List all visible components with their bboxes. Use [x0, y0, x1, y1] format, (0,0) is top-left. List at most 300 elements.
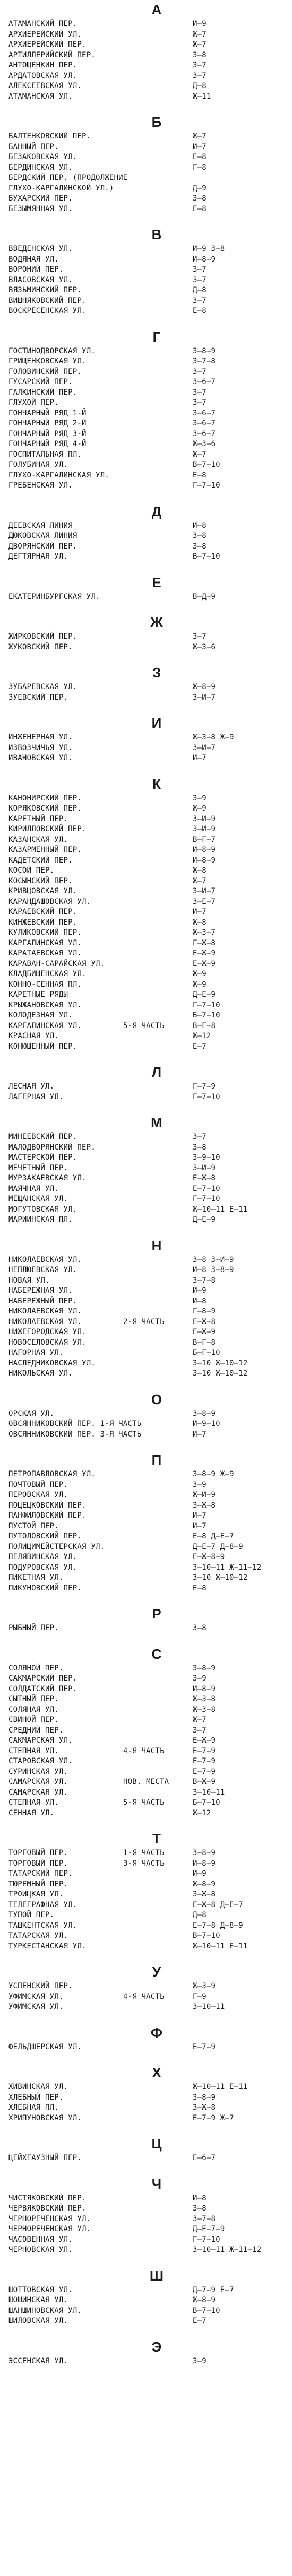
grid-reference: 3—10—11 Ж—11—12	[193, 1563, 262, 1572]
letter-section	[0, 2063, 292, 2131]
street-entry	[0, 471, 292, 481]
street-entry	[0, 1726, 292, 1736]
street-name: САКМАРСКАЯ УЛ.	[8, 1736, 73, 1745]
street-entry	[0, 948, 292, 959]
street-entry	[0, 531, 292, 542]
street-name: КАДЕТСКИЙ ПЕР.	[8, 856, 73, 865]
street-name: КАЗАНСКАЯ УЛ.	[8, 835, 68, 844]
street-entry	[0, 1490, 292, 1501]
street-entry	[0, 142, 292, 153]
street-entry	[0, 1756, 292, 1767]
section-letter: С	[151, 1646, 162, 1662]
street-name: НИЖЕГОРОДСКАЯ УЛ.	[8, 1328, 87, 1336]
grid-reference: Ж—8	[193, 866, 207, 875]
street-name: СУРИНСКАЯ УЛ.	[8, 1767, 68, 1776]
street-entry	[0, 439, 292, 450]
street-entry	[0, 1307, 292, 1317]
street-entry	[0, 346, 292, 357]
street-name: КОСЫНСКИЙ ПЕР.	[8, 876, 73, 885]
street-name: УФИМСКАЯ УЛ.	[8, 1992, 64, 2001]
letter-section	[0, 2174, 292, 2263]
street-name: КРЫЖАНОВСКАЯ УЛ.	[8, 1000, 82, 1009]
grid-reference: 3—10 Ж—10—12	[193, 1573, 248, 1582]
grid-reference: Д—Е—7 Д—8—9	[193, 1542, 243, 1551]
grid-reference: Г—7—9	[193, 1082, 216, 1091]
street-entry	[0, 1879, 292, 1890]
grid-reference: 3—6—7	[193, 408, 216, 417]
street-name: ПЕЛЯВИНСКАЯ УЛ.	[8, 1553, 78, 1561]
grid-reference: Е—7—9	[193, 2042, 216, 2051]
street-entry	[0, 1684, 292, 1695]
street-entry	[0, 2316, 292, 2327]
grid-reference: 3—7	[193, 275, 207, 284]
street-entry	[0, 1132, 292, 1143]
street-name: ЖИРКОВСКИЙ ПЕР.	[8, 632, 78, 641]
grid-reference: 3—Ж—8	[193, 1890, 216, 1899]
street-name: ПЕРОВСКАЯ УЛ.	[8, 1491, 68, 1499]
street-name: КАРАЕВСКИЙ ПЕР.	[8, 908, 78, 916]
street-entry	[0, 1000, 292, 1011]
section-spacer	[0, 1634, 292, 1641]
street-name: НОВОСЕЛОВСКАЯ УЛ.	[8, 1338, 87, 1347]
grid-reference: 3—8	[193, 194, 207, 203]
street-entry	[0, 1777, 292, 1788]
street-entry	[0, 2113, 292, 2124]
street-name: ГОНЧАРНЫЙ РЯД 4-Й	[8, 440, 87, 448]
street-name: ПИКУНОВСКИЙ ПЕР.	[8, 1583, 82, 1592]
street-name: НАГОРНАЯ УЛ.	[8, 1348, 64, 1357]
street-entry	[0, 388, 292, 398]
street-entry	[0, 2042, 292, 2053]
grid-reference: Ж—12	[193, 1808, 211, 1817]
letter-section	[0, 573, 292, 610]
street-name: НОВАЯ УЛ.	[8, 1276, 50, 1285]
street-entry	[0, 552, 292, 562]
street-name: ГЛУХО-КАРГАЛИНСКАЯ УЛ.	[8, 471, 109, 480]
grid-reference: Д—Е—9	[193, 1215, 216, 1224]
grid-reference: 3—8	[193, 532, 207, 540]
street-entry	[0, 367, 292, 378]
grid-reference: Д—9	[193, 184, 207, 193]
grid-reference: И—8	[193, 2194, 207, 2203]
street-name: АТАМАНСКАЯ УЛ.	[8, 92, 73, 101]
street-name: ГОЛУБИНАЯ УЛ.	[8, 460, 68, 469]
street-name: БУХАРСКИЙ ПЕР.	[8, 194, 73, 203]
street-name: ГРИЩЕНКОВСКАЯ УЛ.	[8, 357, 87, 365]
section-letter: З	[152, 665, 161, 681]
street-name: ГРЕБЕНСКАЯ УЛ.	[8, 481, 73, 490]
section-letter: В	[151, 227, 162, 242]
grid-reference: 3—7	[193, 1726, 207, 1735]
street-name: ЧЕРНОРЕЧЕНСКАЯ УЛ.	[8, 2225, 91, 2233]
street-name: УСПЕНСКИЙ ПЕР.	[8, 1982, 73, 1990]
street-entry	[0, 1153, 292, 1163]
letter-section	[0, 2337, 292, 2374]
street-name: АРХИЕРЕЙСКИЙ УЛ.	[8, 30, 82, 39]
grid-reference: Б—7—10	[193, 1798, 220, 1807]
grid-reference: Ж—7	[193, 30, 207, 39]
street-entry	[0, 1348, 292, 1359]
section-spacer	[0, 2013, 292, 2020]
street-name: МАРИИНСКАЯ ПЛ.	[8, 1215, 73, 1224]
street-entry	[0, 2356, 292, 2367]
street-name: ЦЕЙХГАУЗНЫЙ ПЕР.	[8, 2154, 82, 2162]
street-entry	[0, 753, 292, 764]
street-entry	[0, 255, 292, 265]
street-name: ТУПОЙ ПЕР.	[8, 1911, 55, 1919]
street-name: ЛЕСНАЯ УЛ.	[8, 1082, 55, 1091]
grid-reference: Е—7	[193, 1042, 207, 1051]
street-name: ТАШКЕНТСКАЯ УЛ.	[8, 1921, 78, 1930]
grid-reference: В—7—10	[193, 2306, 220, 2315]
street-name: КЛАДБИЩЕНСКАЯ УЛ.	[8, 970, 87, 978]
grid-reference: Б—Г—10	[193, 1348, 220, 1357]
grid-reference: Е—7—9	[193, 1767, 216, 1776]
section-spacer	[0, 1102, 292, 1110]
street-entry	[0, 1021, 292, 1032]
street-entry	[0, 398, 292, 408]
grid-reference: И—7	[193, 908, 207, 916]
grid-reference: И—8—9	[193, 856, 216, 865]
street-entry	[0, 980, 292, 990]
street-name: ПЕТРОПАВЛОВСКАЯ УЛ.	[8, 1470, 96, 1478]
grid-reference: Е—Ж—9	[193, 1736, 216, 1745]
street-name: СВИНОЙ ПЕР.	[8, 1716, 59, 1724]
grid-reference: И—9—10	[193, 1420, 220, 1428]
street-entry	[0, 1480, 292, 1491]
street-name: САМАРСКАЯ УЛ.	[8, 1788, 68, 1797]
street-entry	[0, 1746, 292, 1757]
street-name: МУРЗАКАЕВСКАЯ УЛ.	[8, 1174, 87, 1182]
street-entry	[0, 969, 292, 980]
grid-reference: 3—7	[193, 632, 207, 641]
street-entry	[0, 1031, 292, 1042]
section-letter: Ц	[151, 2136, 162, 2152]
street-entry	[0, 1359, 292, 1369]
grid-reference: Ж—3—6	[193, 440, 216, 448]
grid-reference: Г—Ж—8	[193, 938, 216, 947]
grid-reference: Д—8	[193, 82, 207, 90]
grid-reference: 3—7—8	[193, 357, 216, 365]
grid-reference: Е—Ж—9	[193, 949, 216, 958]
street-entry	[0, 743, 292, 754]
street-name: ПОЦЕЦКОВСКИЙ ПЕР.	[8, 1501, 87, 1510]
street-name: КОЛОДЕЗНАЯ УЛ.	[8, 1011, 73, 1020]
section-spacer	[0, 1379, 292, 1387]
street-entry	[0, 2103, 292, 2113]
grid-reference: Ж—3—7	[193, 928, 216, 937]
grid-reference: Ж—3—9	[193, 1982, 216, 1990]
street-entry	[0, 1255, 292, 1266]
street-name: ХИВИНСКАЯ УЛ.	[8, 2083, 68, 2091]
street-entry	[0, 204, 292, 215]
street-name: БАЛТЕНКОВСКИЙ ПЕР.	[8, 132, 91, 141]
grid-reference: 3—Ж—8	[193, 2103, 216, 2112]
section-spacer	[0, 2256, 292, 2263]
letter-section	[0, 112, 292, 222]
grid-reference: Ж—11	[193, 92, 211, 101]
street-name: ИВАНОВСКАЯ УЛ.	[8, 754, 73, 762]
letter-section	[0, 225, 292, 324]
section-letter: Н	[151, 1237, 162, 1254]
street-name: МАЛОДВОРЯНСКИЙ ПЕР.	[8, 1143, 96, 1152]
grid-reference: В—7—10	[193, 460, 220, 469]
grid-reference: И—7	[193, 1521, 207, 1530]
street-name: ХРИПУНОВСКАЯ УЛ.	[8, 2113, 82, 2122]
section-letter: П	[151, 1452, 162, 1468]
street-entry	[0, 1143, 292, 1153]
street-entry	[0, 1163, 292, 1174]
street-entry	[0, 1011, 292, 1021]
street-entry	[0, 794, 292, 804]
street-entry	[0, 1859, 292, 1869]
street-entry	[0, 275, 292, 286]
city-part-note: НОВ. МЕСТА	[123, 1778, 169, 1786]
street-entry	[0, 2235, 292, 2246]
section-spacer	[0, 2327, 292, 2334]
street-entry	[0, 1419, 292, 1430]
street-name: КИРИЛЛОВСКИЙ ПЕР.	[8, 825, 87, 833]
street-name: ПОЛИЦИМЕЙСТЕРСКАЯ УЛ.	[8, 1542, 105, 1551]
city-part-note: 3-Я ЧАСТЬ	[123, 1859, 165, 1868]
street-name: ЧЕРНОВСКАЯ УЛ.	[8, 2246, 73, 2254]
grid-reference: Г—7—10	[193, 2235, 220, 2244]
street-name: ЕКАТЕРИНБУРГСКАЯ УЛ.	[8, 592, 100, 601]
street-entry	[0, 296, 292, 307]
grid-reference: И—7	[193, 1511, 207, 1520]
section-spacer	[0, 1952, 292, 1959]
grid-reference: И—8	[193, 1296, 207, 1306]
street-name: ЗУЕВСКИЙ ПЕР.	[8, 693, 68, 702]
grid-reference: Е—7—10	[193, 1184, 220, 1193]
street-entry	[0, 907, 292, 918]
city-part-note: 5-Я ЧАСТЬ	[123, 1798, 165, 1807]
grid-reference: Ж—10—11 Е—11	[193, 1205, 248, 1214]
street-name: ПУТОЛОВСКИЙ ПЕР.	[8, 1532, 82, 1541]
street-entry	[0, 184, 292, 194]
street-name: НЕПЛЮЕВСКАЯ УЛ.	[8, 1266, 78, 1274]
street-entry	[0, 542, 292, 552]
grid-reference: И—8—9	[193, 255, 216, 264]
street-name: ОВСЯННИКОВСКИЙ ПЕР. 3-Я ЧАСТЬ	[8, 1430, 142, 1439]
street-entry	[0, 450, 292, 460]
grid-reference: И—8 3—8—9	[193, 1266, 234, 1274]
grid-reference: И—8—9	[193, 846, 216, 854]
street-entry	[0, 2204, 292, 2214]
letter-section	[0, 1644, 292, 1826]
street-name: ШОШИНСКАЯ УЛ.	[8, 2296, 68, 2304]
street-entry	[0, 959, 292, 970]
street-name: КАРАНДАШОВСКАЯ УЛ.	[8, 897, 91, 906]
street-name: ПУСТОЙ ПЕР.	[8, 1521, 59, 1530]
street-name: КРИВЦОВСКАЯ УЛ.	[8, 887, 78, 895]
grid-reference: Д—Е—7—9	[193, 2225, 225, 2233]
grid-reference: Ж—7	[193, 132, 207, 141]
street-entry	[0, 132, 292, 142]
street-name: ПАНФИЛОВСКИЙ ПЕР.	[8, 1511, 87, 1520]
street-name: АТАМАНСКИЙ ПЕР.	[8, 20, 78, 28]
street-name: БАННЫЙ ПЕР.	[8, 142, 59, 151]
section-letter: К	[152, 776, 161, 792]
section-spacer	[0, 1440, 292, 1447]
street-entry	[0, 876, 292, 887]
section-spacer	[0, 764, 292, 771]
street-name: ПОЧТОВЫЙ ПЕР.	[8, 1480, 68, 1489]
grid-reference: Ж—9	[193, 970, 207, 978]
section-spacer	[0, 491, 292, 499]
street-entry	[0, 1521, 292, 1532]
street-entry	[0, 1042, 292, 1052]
section-letter: Т	[152, 1831, 161, 1847]
street-name: ЗУБАРЕВСКАЯ УЛ.	[8, 683, 78, 691]
grid-reference: 3—9	[193, 1674, 207, 1683]
street-entry	[0, 2224, 292, 2235]
grid-reference: 3—7	[193, 367, 207, 376]
grid-reference: 3—8—9	[193, 1664, 216, 1673]
street-name: ХЛЕБНАЯ ПЛ.	[8, 2103, 59, 2112]
grid-reference: 3—7	[193, 388, 207, 397]
street-name: ДЕГТЯРНАЯ УЛ.	[8, 552, 68, 561]
street-name: ДВОРЯНСКИЙ ПЕР.	[8, 542, 78, 551]
grid-reference: 3—7	[193, 398, 207, 407]
street-entry	[0, 356, 292, 367]
street-entry	[0, 2295, 292, 2306]
letter-section	[0, 2134, 292, 2171]
grid-reference: Г—7—10	[193, 481, 220, 490]
street-name: УФИМСКАЯ УЛ.	[8, 2003, 64, 2011]
street-entry	[0, 1430, 292, 1440]
grid-reference: И—7	[193, 1430, 207, 1439]
street-entry	[0, 928, 292, 938]
grid-reference: Г—9	[193, 1992, 207, 2001]
street-name: КОСОЙ ПЕР.	[8, 866, 55, 875]
street-name: ГАЛКИНСКИЙ ПЕР.	[8, 388, 78, 397]
street-entry	[0, 1542, 292, 1553]
street-entry	[0, 1705, 292, 1716]
letter-section	[0, 1236, 292, 1387]
grid-reference: Е—8	[193, 204, 207, 213]
grid-reference: Е—8	[193, 153, 207, 161]
grid-reference: Е—7—9	[193, 1757, 216, 1765]
street-entry	[0, 81, 292, 92]
grid-reference: Е—Ж—9	[193, 1328, 216, 1336]
grid-reference: Ж—7	[193, 40, 207, 49]
street-entry	[0, 1531, 292, 1542]
street-entry	[0, 1082, 292, 1092]
grid-reference: В—7—10	[193, 1931, 220, 1940]
city-part-note: 5-Я ЧАСТЬ	[123, 1021, 165, 1030]
street-entry	[0, 1921, 292, 1931]
street-name: НАСЛЕДНИКОВСКАЯ УЛ.	[8, 1359, 96, 1368]
letter-section	[0, 1450, 292, 1601]
street-entry	[0, 2082, 292, 2093]
city-part-note: 4-Я ЧАСТЬ	[123, 1746, 165, 1755]
street-entry	[0, 1511, 292, 1521]
section-spacer	[0, 703, 292, 710]
street-entry	[0, 408, 292, 419]
street-name: ГОСТИНОДВОРСКАЯ УЛ.	[8, 346, 96, 355]
street-name: МЕЩАНСКАЯ УЛ.	[8, 1195, 68, 1203]
grid-reference: Е—8	[193, 1583, 207, 1592]
grid-reference: 3—7	[193, 265, 207, 274]
grid-reference: 3—8—9	[193, 2093, 216, 2102]
street-entry	[0, 824, 292, 835]
street-name: КАЗАРМЕННЫЙ ПЕР.	[8, 846, 82, 854]
street-entry	[0, 30, 292, 40]
section-spacer	[0, 562, 292, 570]
street-name: ВВЕДЕНСКАЯ УЛ.	[8, 245, 73, 253]
street-entry	[0, 1296, 292, 1307]
grid-reference: 3—10—11	[193, 1788, 225, 1797]
street-entry	[0, 19, 292, 30]
grid-reference: Е—Ж—8	[193, 1174, 216, 1182]
street-entry	[0, 1327, 292, 1338]
grid-reference: Е—7—9 Ж—7	[193, 2113, 234, 2122]
street-entry	[0, 2245, 292, 2256]
section-spacer	[0, 602, 292, 610]
street-name: ГЛУХОЙ ПЕР.	[8, 398, 59, 407]
street-entry	[0, 1664, 292, 1674]
street-name: ЧЕРВЯКОВСКИЙ ПЕР.	[8, 2204, 87, 2213]
street-entry	[0, 1563, 292, 1573]
street-name: МИНЕЕВСКИЙ ПЕР.	[8, 1133, 78, 1141]
grid-reference: 3—8	[193, 2204, 207, 2213]
street-name: КАРАТАЕВСКАЯ УЛ.	[8, 949, 82, 958]
grid-reference: И—8	[193, 521, 207, 530]
grid-reference: Е—6—7	[193, 2154, 216, 2162]
grid-reference: В—7—10	[193, 552, 220, 561]
street-entry	[0, 265, 292, 275]
section-spacer	[0, 317, 292, 324]
street-name: СТАРОВСКАЯ УЛ.	[8, 1757, 73, 1765]
street-entry	[0, 1265, 292, 1276]
street-entry	[0, 1992, 292, 2003]
street-name: ВОСКРЕСЕНСКАЯ УЛ.	[8, 307, 87, 315]
street-name: ТОРГОВЫЙ ПЕР.	[8, 1849, 68, 1857]
street-entry	[0, 682, 292, 693]
street-entry	[0, 2002, 292, 2013]
street-name: ДЮКОВСКАЯ ЛИНИЯ	[8, 532, 78, 540]
letter-section	[0, 663, 292, 710]
grid-reference: И—8—9	[193, 1684, 216, 1693]
street-entry	[0, 481, 292, 491]
street-entry	[0, 1194, 292, 1205]
letter-section	[0, 1063, 292, 1110]
section-letter: Г	[152, 328, 161, 345]
grid-reference: Г—7—10	[193, 1195, 220, 1203]
street-name: ЛАГЕРНАЯ УЛ.	[8, 1092, 64, 1101]
grid-reference: Е—8 Д—Е—7	[193, 1532, 234, 1541]
street-name: МАЯЧНАЯ УЛ.	[8, 1184, 59, 1193]
letter-section	[0, 613, 292, 660]
street-entry	[0, 886, 292, 897]
grid-reference: Б—7—10	[193, 1011, 220, 1020]
street-name: ВОРОНИЙ ПЕР.	[8, 265, 64, 274]
street-name: ГОЛОВИНСКИЙ ПЕР.	[8, 367, 82, 376]
street-entry	[0, 1338, 292, 1348]
street-name: МАСТЕРСКОЙ ПЕР.	[8, 1153, 78, 1162]
street-name: КОННО-СЕННАЯ ПЛ.	[8, 980, 82, 989]
section-letter: О	[151, 1391, 162, 1407]
section-letter: А	[151, 2, 162, 18]
street-entry	[0, 306, 292, 317]
city-part-note: 2-Я ЧАСТЬ	[123, 1317, 165, 1326]
street-name: НИКОЛЬСКАЯ УЛ.	[8, 1369, 73, 1378]
street-entry	[0, 2153, 292, 2164]
street-name: ТРОИЦКАЯ УЛ.	[8, 1890, 64, 1899]
street-name: ВОДЯНАЯ УЛ.	[8, 255, 59, 264]
street-name: ГЛУХО-КАРГАЛИНСКОЙ УЛ.)	[8, 184, 114, 193]
